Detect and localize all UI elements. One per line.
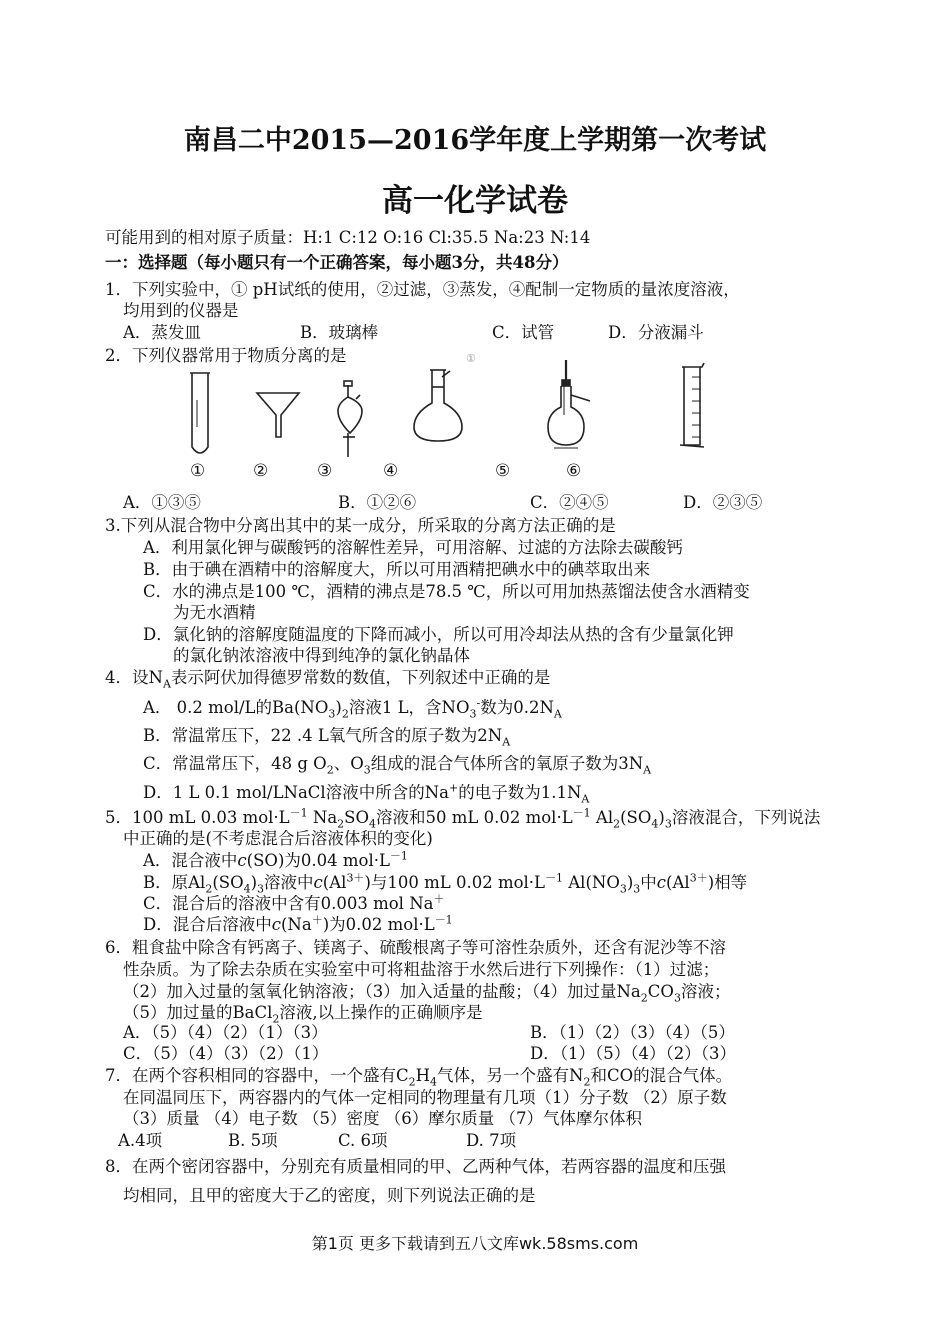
q4-stem: 4．设$N_A$表示阿伏加得德罗常数的数值，下列叙述中正确的是 xyxy=(105,668,551,691)
q2-option-d: D．②③⑤ xyxy=(683,493,763,512)
funnel-icon xyxy=(257,393,299,437)
page-footer: 第1页 更多下载请到五八文库wk.58sms.com xyxy=(311,1234,639,1253)
q6-stem-line4: （5）加过量的BaCl$_2$溶液,以上操作的正确顺序是 xyxy=(123,1003,483,1026)
q7-option-b: B. 5项 xyxy=(228,1131,278,1150)
q6-option-a: A．（5）（4）（2）（1）（3） xyxy=(123,1023,328,1042)
apparatus-label-3: ③ xyxy=(317,461,333,481)
q1-option-d: D．分液漏斗 xyxy=(608,323,704,342)
section-heading: 一：选择题（每小题只有一个正确答案，每小题3分，共48分） xyxy=(105,253,569,272)
separatory-funnel-icon xyxy=(338,381,362,457)
volumetric-flask-icon xyxy=(414,370,462,441)
exam-subtitle: 高一化学试卷 xyxy=(382,183,568,219)
q6-stem-line2: 性杂质。为了除去杂质在实验室中可将粗盐溶于水然后进行下列操作：（1）过滤； xyxy=(123,960,720,979)
q2-option-c: C．②④⑤ xyxy=(530,493,609,512)
q5-stem-line2: 中正确的是(不考虑混合后溶液体积的变化) xyxy=(123,829,433,848)
apparatus-label-4: ④ xyxy=(383,461,399,481)
apparatus-label-1: ① xyxy=(190,461,206,481)
q7-stem-line1: 7．在两个容积相同的容器中，一个盛有$C_2H_4$气体，另一个盛有$N_2$和CO的混合气体。 xyxy=(105,1066,733,1089)
q1-stem-line2: 均用到的仪器是 xyxy=(123,301,239,320)
q1-option-c: C．试管 xyxy=(492,323,555,342)
q3-option-d-line1: D．氯化钠的溶解度随温度的下降而减小，所以可用冷却法从热的含有少量氯化钾 xyxy=(143,625,734,644)
q6-option-b: B．（1）（2）（3）（4）（5） xyxy=(530,1023,735,1042)
q4-option-c: C．常温常压下，48 g $O_2$、$O_3$组成的混合气体所含的氧原子数为$3N_A$ xyxy=(143,754,652,777)
exam-title: 南昌二中2015—2016学年度上学期第一次考试 xyxy=(183,125,767,156)
q2-stem: 2．下列仪器常用于物质分离的是 xyxy=(105,346,347,365)
q6-option-c: C．（5）（4）（3）（2）（1） xyxy=(123,1044,329,1063)
q4-option-a: A． 0.2 mol/L的$Ba(NO_3)_2$溶液1 L，含$NO_3^-$数为$0.2N_A$ xyxy=(143,696,562,721)
q7-option-d: D. 7项 xyxy=(466,1131,517,1150)
q3-option-a: A．利用氯化钾与碳酸钙的溶解性差异，可用溶解、过滤的方法除去碳酸钙 xyxy=(143,538,683,557)
q1-option-a: A．蒸发皿 xyxy=(123,323,201,342)
q5-option-d: D．混合后溶液中c(Na＋)为0.02 $mol\cdot L^{-1}$ xyxy=(143,913,453,934)
q7-stem-line2: 在同温同压下，两容器内的气体一定相同的物理量有几项（1）分子数 （2）原子数 xyxy=(123,1088,727,1107)
q1-option-b: B．玻璃棒 xyxy=(300,323,379,342)
q5-option-b: B．原$Al_2(SO_4)_3$溶液中$c(Al^{3+})$与100 mL 0.02 $mol\cdot L^{-1}$ $Al(NO_3)_3$中$c(Al^{3+})$相等 xyxy=(143,871,748,896)
q3-option-d-line2: 的氯化钠浓溶液中得到纯净的氯化钠晶体 xyxy=(173,646,470,665)
q3-stem: 3.下列从混合物中分离出其中的某一成分，所采取的分离方法正确的是 xyxy=(105,516,616,535)
distillation-flask-icon xyxy=(548,360,590,448)
q7-option-a: A.4项 xyxy=(118,1131,163,1150)
q6-stem-line3: （2）加入过量的氢氧化钠溶液；（3）加入适量的盐酸；（4）加过量$Na_2CO_3$溶液； xyxy=(123,982,731,1005)
q4-option-b: B．常温常压下，22 .4 L氧气所含的原子数为$2N_A$ xyxy=(143,726,511,749)
q3-option-c-line2: 为无水酒精 xyxy=(173,603,256,622)
q1-stem-line1: 1．下列实验中，① pH试纸的使用，②过滤，③蒸发，④配制一定物质的量浓度溶液， xyxy=(105,280,740,299)
q6-option-d: D．（1）（5）（4）（2）（3） xyxy=(530,1044,736,1063)
q3-option-c-line1: C．水的沸点是100 ℃，酒精的沸点是78.5 ℃，所以可用加热蒸馏法使含水酒精变 xyxy=(143,582,750,601)
q8-stem-line1: 8．在两个密闭容器中，分别充有质量相同的甲、乙两种气体，若两容器的温度和压强 xyxy=(105,1157,726,1176)
q5-option-c: C．混合后的溶液中含有0.003 mol Na＋ xyxy=(143,892,445,913)
stray-mark: ① xyxy=(466,352,476,365)
q6-stem-line1: 6．粗食盐中除含有钙离子、镁离子、硫酸根离子等可溶性杂质外，还含有泥沙等不溶 xyxy=(105,938,726,957)
q4-option-d: D．1 L 0.1 mol/LNaCl溶液中所含的Na+的电子数为$1.1N_A$ xyxy=(143,781,590,806)
graduated-cylinder-icon xyxy=(680,363,704,447)
q2-option-a: A．①③⑤ xyxy=(123,493,201,512)
q7-stem-line3: （3）质量 （4）电子数 （5）密度 （6）摩尔质量 （7）气体摩尔体积 xyxy=(123,1109,642,1128)
q8-stem-line2: 均相同，且甲的密度大于乙的密度，则下列说法正确的是 xyxy=(123,1186,536,1205)
q5-stem-line1: 5．100 mL 0.03 $mol\cdot L^{-1}$ $Na_2SO_4$溶液和50 mL 0.02 $mol\cdot L^{-1}$ $Al_2(SO_4)_3$溶液混合，下列说法 xyxy=(105,806,821,831)
apparatus-figure xyxy=(180,355,720,465)
test-tube-icon xyxy=(190,373,210,453)
atomic-mass-line: 可能用到的相对原子质量：H:1 C:12 O:16 Cl:35.5 Na:23 N:14 xyxy=(105,228,591,247)
apparatus-label-2: ② xyxy=(253,461,269,481)
apparatus-label-5: ⑤ xyxy=(495,461,511,481)
apparatus-label-6: ⑥ xyxy=(566,461,582,481)
q2-option-b: B．①②⑥ xyxy=(338,493,417,512)
q7-option-c: C. 6项 xyxy=(338,1131,388,1150)
q5-option-a: A．混合液中c(SO)为0.04 $mol\cdot L^{-1}$ xyxy=(143,849,408,870)
q3-option-b: B．由于碘在酒精中的溶解度大，所以可用酒精把碘水中的碘萃取出来 xyxy=(143,560,651,579)
